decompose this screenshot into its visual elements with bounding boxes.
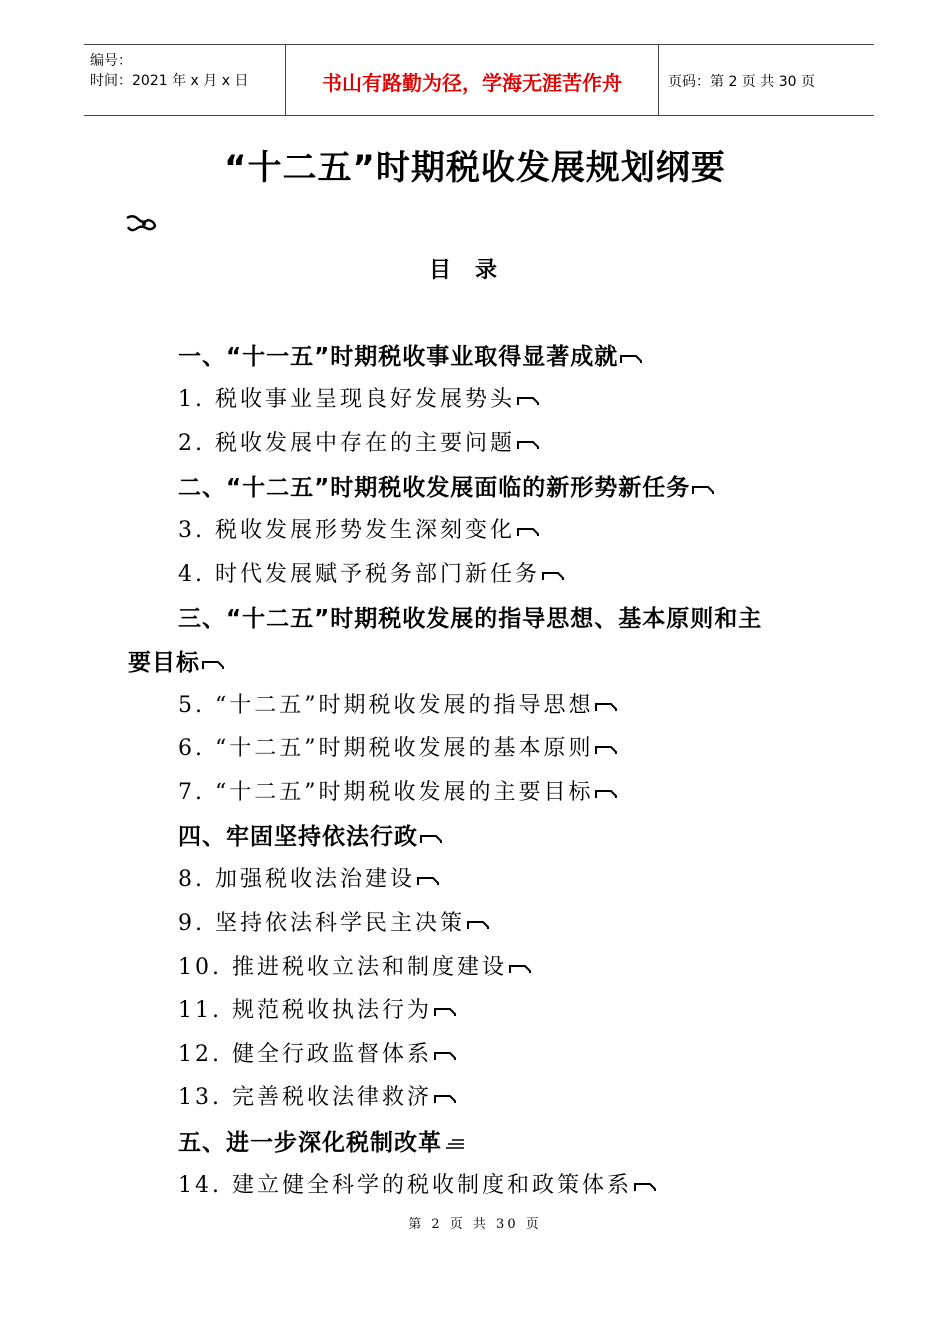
toc-subsection-item[interactable] [178,382,539,413]
toc-item-text: 1. 税收事业呈现良好发展势头 [178,387,515,412]
toc-item-text: 4. 时代发展赋予税务部门新任务 [178,562,540,587]
tab-mark-icon [517,395,539,406]
toc-subsection-item[interactable] [178,950,531,981]
toc-subsection-item[interactable] [178,1037,456,1068]
header-divider [658,45,659,115]
tab-mark-icon [417,875,439,886]
toc-subsection-item[interactable] [178,688,617,719]
toc-item-text: 四、牢固坚持依法行政 [178,824,418,850]
tab-mark-icon [595,788,617,799]
toc-item-text: 8. 加强税收法治建设 [178,867,415,892]
tab-mark-icon [444,1139,466,1150]
toc-item-text: 9. 坚持依法科学民主决策 [178,911,465,936]
tab-mark-icon [595,701,617,712]
toc-subsection-item[interactable] [178,731,617,762]
document-date-label: 时间：2021 年 x 月 x 日 [90,73,249,89]
toc-section-item[interactable] [178,1124,466,1157]
toc-item-text: 3. 税收发展形势发生深刻变化 [178,518,515,543]
tab-mark-icon [434,1006,456,1017]
toc-subsection-item[interactable] [178,906,489,937]
toc-section-item[interactable] [178,338,642,371]
toc-subsection-item[interactable] [178,1168,656,1199]
tab-mark-icon [517,439,539,450]
toc-item-text: 12. 健全行政监督体系 [178,1042,432,1067]
document-number-label: 编号： [90,53,132,69]
toc-item-text: 13. 完善税收法律救济 [178,1085,432,1110]
tab-mark-icon [467,919,489,930]
toc-subsection-item[interactable] [178,775,617,806]
toc-item-text: 一、“十一五”时期税收事业取得显著成就 [178,344,619,370]
tab-mark-icon [692,484,714,495]
toc-item-text: 2. 税收发展中存在的主要问题 [178,431,515,456]
document-title: “十二五”时期税收发展规划纲要 [224,148,726,188]
toc-item-text: 10. 推进税收立法和制度建设 [178,955,507,980]
header-motto: 书山有路勤为径，学海无涯苦作舟 [322,71,622,95]
toc-item-text: 要目标 [128,650,200,676]
toc-subsection-item[interactable] [178,426,539,457]
toc-subsection-item[interactable] [178,557,564,588]
tab-mark-icon [202,659,224,670]
tab-mark-icon [620,353,642,364]
tab-mark-icon [434,1050,456,1061]
toc-subsection-item[interactable] [178,513,539,544]
toc-section-item-continued[interactable] [128,644,224,677]
toc-item-text: 二、“十二五”时期税收发展面临的新形势新任务 [178,475,691,501]
page-header [84,44,874,116]
toc-item-text: 三、“十二五”时期税收发展的指导思想、基本原则和主 [178,606,763,632]
page-footer: 第 2 页 共 30 页 [408,1217,542,1232]
toc-heading: 目录 [428,258,521,283]
toc-section-item[interactable] [178,469,714,502]
tab-mark-icon [517,526,539,537]
toc-item-text: 14. 建立健全科学的税收制度和政策体系 [178,1173,632,1198]
toc-section-item[interactable] [178,818,442,851]
decorative-scroll-icon [124,212,158,234]
tab-mark-icon [420,833,442,844]
tab-mark-icon [595,744,617,755]
toc-subsection-item[interactable] [178,993,456,1024]
toc-item-text: 6. “十二五”时期税收发展的基本原则 [178,736,594,761]
tab-mark-icon [634,1181,656,1192]
toc-item-text: 11. 规范税收执法行为 [178,998,432,1023]
tab-mark-icon [542,570,564,581]
toc-item-text: 7. “十二五”时期税收发展的主要目标 [178,780,594,805]
toc-subsection-item[interactable] [178,1080,456,1111]
header-page-info: 页码：第 2 页 共 30 页 [668,74,815,90]
header-meta [90,51,248,91]
toc-item-text: 5. “十二五”时期税收发展的指导思想 [178,693,594,718]
toc-item-text: 五、进一步深化税制改革 [178,1130,442,1156]
toc-section-item[interactable] [178,600,762,633]
tab-mark-icon [509,963,531,974]
tab-mark-icon [434,1093,456,1104]
toc-subsection-item[interactable] [178,862,439,893]
